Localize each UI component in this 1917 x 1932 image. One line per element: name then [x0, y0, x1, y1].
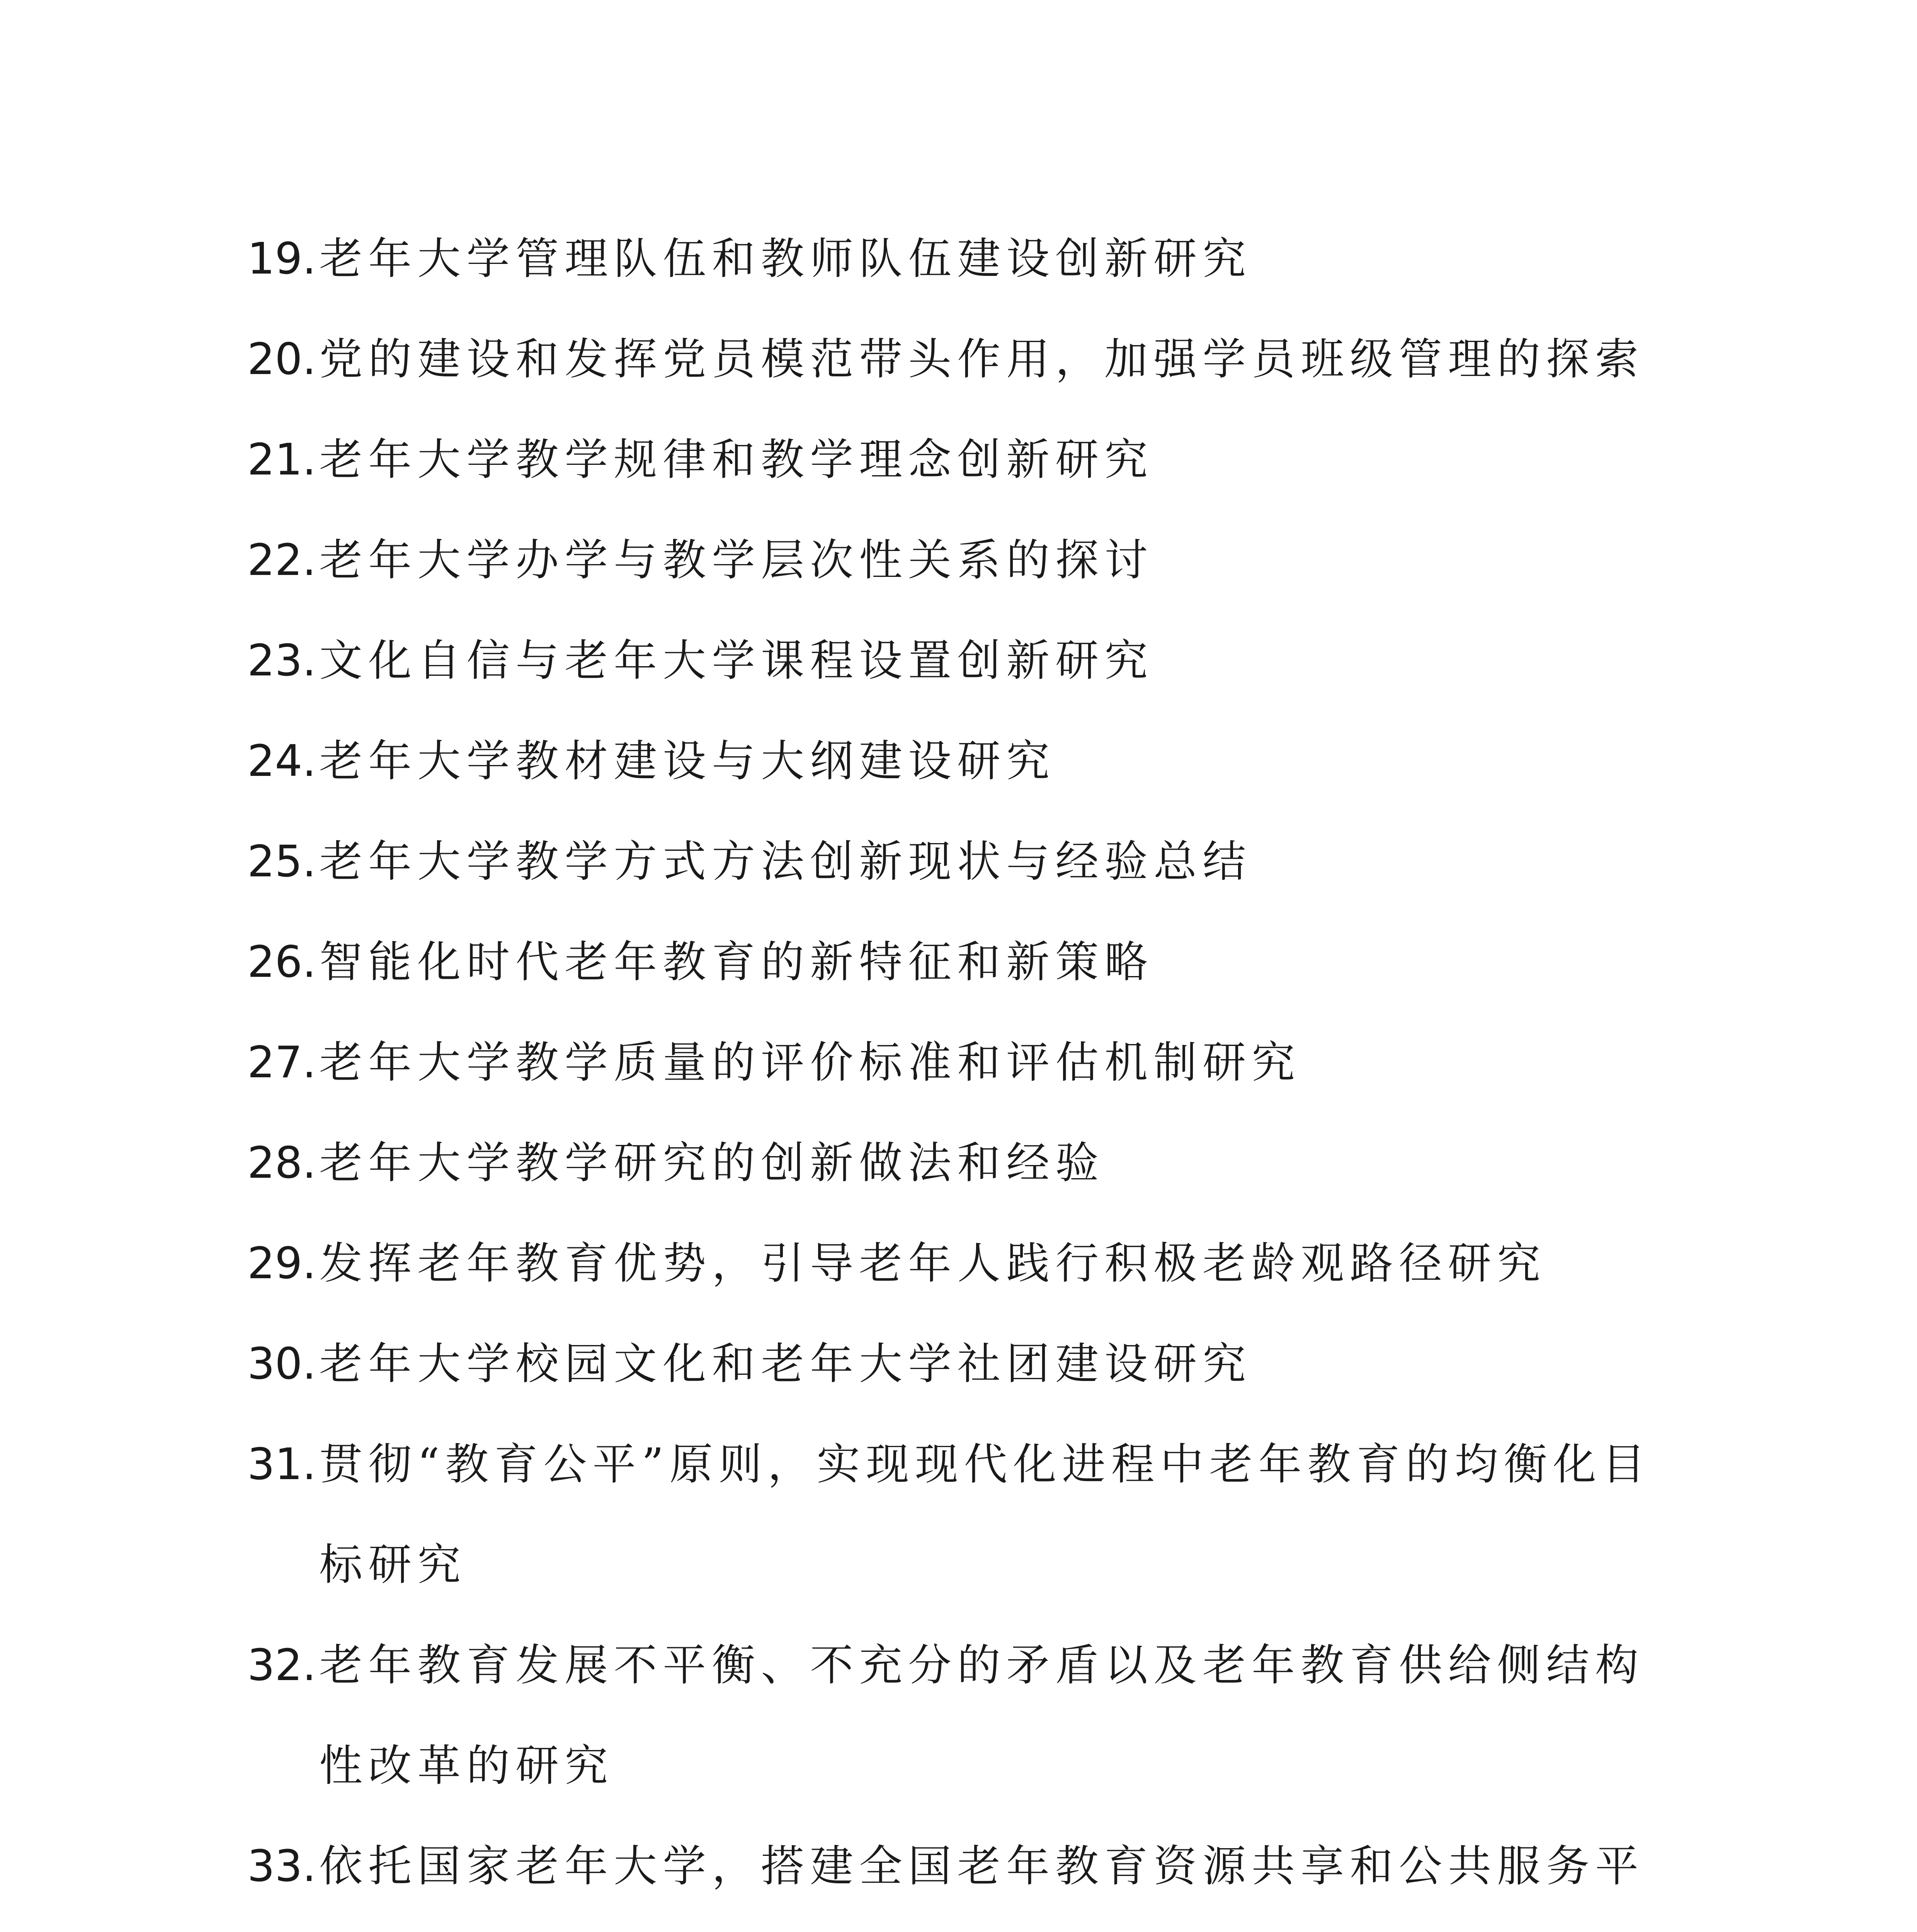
- item-text: 老年大学教学质量的评价标准和评估机制研究: [319, 1037, 1301, 1088]
- list-item: [247, 410, 1669, 510]
- list-item: [247, 309, 1669, 410]
- list-item: [247, 912, 1669, 1012]
- item-number: 24.: [247, 736, 316, 786]
- list-item: [247, 1113, 1669, 1213]
- item-number: 19.: [247, 234, 316, 284]
- item-text: 老年大学教学规律和教学理念创新研究: [319, 435, 1154, 485]
- item-text: 老年教育发展不平衡、不充分的矛盾以及老年教育供给侧结构性改革的研究: [319, 1640, 1645, 1791]
- list-item: [247, 811, 1669, 912]
- item-text: 老年大学教材建设与大纲建设研究: [319, 736, 1056, 786]
- item-number: 27.: [247, 1037, 316, 1088]
- list-item: [247, 1414, 1669, 1615]
- item-text: 老年大学教学方式方法创新现状与经验总结: [319, 837, 1252, 887]
- item-number: 29.: [247, 1238, 316, 1289]
- list-item: [247, 711, 1669, 811]
- item-text: 文化自信与老年大学课程设置创新研究: [319, 636, 1154, 686]
- list-item: [247, 1012, 1669, 1113]
- list-item: [247, 1213, 1669, 1314]
- item-number: 22.: [247, 535, 316, 585]
- item-text: 发挥老年教育优势，引导老年人践行积极老龄观路径研究: [319, 1238, 1546, 1289]
- list-item: [247, 611, 1669, 711]
- item-text: 老年大学校园文化和老年大学社团建设研究: [319, 1339, 1252, 1389]
- item-number: 28.: [247, 1138, 316, 1188]
- list-item: [247, 1615, 1669, 1816]
- item-number: 31.: [247, 1439, 316, 1490]
- item-number: 30.: [247, 1339, 316, 1389]
- item-number: 33.: [247, 1841, 316, 1891]
- item-text: 老年大学教学研究的创新做法和经验: [319, 1138, 1105, 1188]
- item-number: 25.: [247, 837, 316, 887]
- item-number: 21.: [247, 435, 316, 485]
- list-item: [247, 209, 1669, 309]
- item-text: 贯彻“教育公平”原则，实现现代化进程中老年教育的均衡化目标研究: [319, 1439, 1651, 1590]
- item-number: 26.: [247, 937, 316, 987]
- item-text: 老年大学办学与教学层次性关系的探讨: [319, 535, 1154, 585]
- list-item: [247, 1816, 1669, 1932]
- item-number: 23.: [247, 636, 316, 686]
- list-item: [247, 1314, 1669, 1414]
- item-number: 20.: [247, 334, 316, 384]
- item-number: 32.: [247, 1640, 316, 1690]
- item-text: 党的建设和发挥党员模范带头作用，加强学员班级管理的探索: [319, 334, 1645, 384]
- item-text: 老年大学管理队伍和教师队伍建设创新研究: [319, 234, 1252, 284]
- item-text: 依托国家老年大学，搭建全国老年教育资源共享和公共服务平: [319, 1841, 1645, 1891]
- list-item: [247, 510, 1669, 611]
- item-text: 智能化时代老年教育的新特征和新策略: [319, 937, 1154, 987]
- research-topic-list: [247, 209, 1669, 1932]
